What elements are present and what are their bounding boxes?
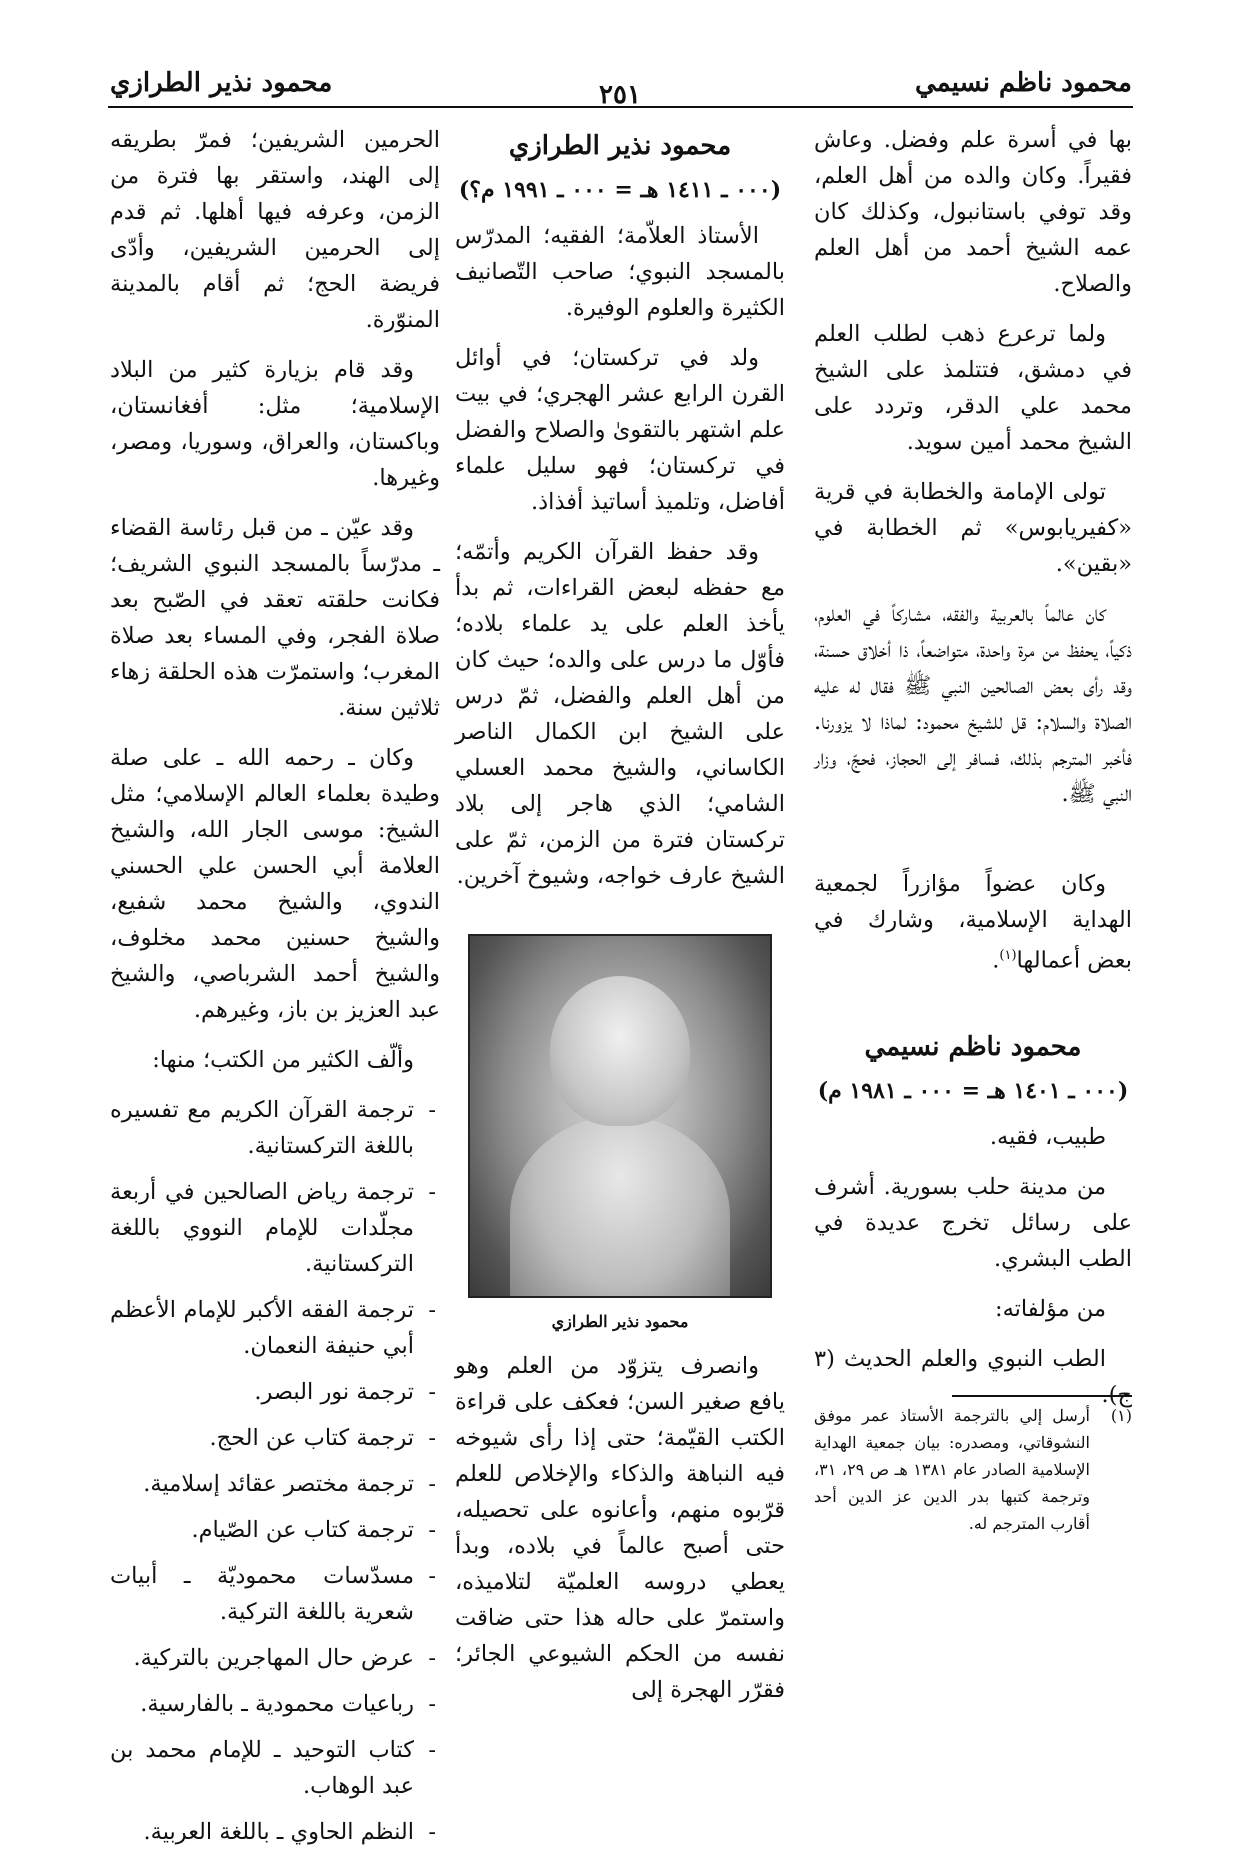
paragraph: وقد حفظ القرآن الكريم وأتمّه؛ مع حفظه لبعض القراءات، ثم بدأ يأخذ العلم على يد علماء بلاده؛ فأوّل ما درس على والده؛ حيث كان من أهل العلم والفضل، ثمّ درس على الشيخ ابن الكمال الناصر الكاساني، والشيخ محمد العسلي الشامي؛ الذي هاجر إلى بلاد تركستان فترة من الزمن، ثمّ على الشيخ عارف خواجه، وشيوخ آخرين.: [455, 539, 785, 889]
paragraph: كان عالماً بالعربية والفقه، مشاركاً في العلوم، ذكياً، يحفظ من مرة واحدة، متواضعاً، ذا أخلاق حسنة، وقد رأى بعض الصالحين النبي ﷺ فقال له عليه الصلاة والسلام: قل للشيخ محمود: لماذا لا يزورنا. فأخبر المترجم بذلك، فسافر إلى الحجاز، فحجّ، وزار النبي ﷺ.: [814, 601, 1132, 807]
list-item: - مسدّسات محموديّة ـ أبيات شعرية باللغة التركية.: [110, 1558, 440, 1630]
paragraph: ولما ترعرع ذهب لطلب العلم في دمشق، فتتلمذ على الشيخ محمد علي الدقر، وتردد على الشيخ محمد أمين سويد.: [814, 321, 1132, 455]
portrait-head-shape: [550, 976, 690, 1126]
paragraph: الطب النبوي والعلم الحديث (٣ ج).: [814, 1345, 1132, 1408]
page-number: ٢٥١: [599, 80, 641, 110]
column-middle: [455, 122, 785, 1722]
list-item: - ترجمة القرآن الكريم مع تفسيره باللغة التركستانية.: [110, 1092, 440, 1164]
books-list: [110, 1092, 440, 1850]
list-item: - ترجمة نور البصر.: [110, 1374, 440, 1410]
spacer: [814, 826, 1132, 866]
paragraph: طبيب، فقيه.: [989, 1123, 1106, 1150]
footnote-number: (١): [1110, 1406, 1132, 1425]
list-item: - ترجمة كتاب عن الصّيام.: [110, 1512, 440, 1548]
header-rule: [108, 106, 1133, 108]
portrait-body-shape: [510, 1116, 730, 1298]
paragraph-text: وكان عضواً مؤازراً لجمعية الهداية الإسلامية، وشارك في بعض أعمالها: [814, 871, 1132, 974]
photo-caption: محمود نذير الطرازي: [551, 1312, 689, 1331]
column-right: [814, 122, 1132, 1427]
spacer: [814, 993, 1132, 1023]
paragraph: الأستاذ العلاّمة؛ الفقيه؛ المدرّس بالمسجد النبوي؛ صاحب التّصانيف الكثيرة والعلوم الوفيرة.: [455, 223, 785, 321]
column-left: [110, 122, 440, 1860]
section-title: محمود نذير الطرازي: [508, 131, 732, 161]
list-item: - عرض حال المهاجرين بالتركية.: [110, 1640, 440, 1676]
section-title: محمود ناظم نسيمي: [864, 1031, 1082, 1062]
list-item: - ترجمة رياض الصالحين في أربعة مجلّدات للإمام النووي باللغة التركستانية.: [110, 1174, 440, 1282]
footnote-ref[interactable]: (١): [999, 948, 1017, 963]
list-item: - ترجمة الفقه الأكبر للإمام الأعظم أبي حنيفة النعمان.: [110, 1292, 440, 1364]
paragraph: وكان عضواً مؤازراً لجمعية الهداية الإسلامية، وشارك في بعض أعمالها$^{(١)}$.: [814, 871, 1132, 974]
paragraph: وكان ـ رحمه الله ـ على صلة وطيدة بعلماء العالم الإسلامي؛ مثل الشيخ: موسى الجار الله، والشيخ العلامة أبي الحسن علي الحسني الندوي، والشيخ محمد شفيع، والشيخ حسنين محمد مخلوف، والشيخ أحمد الشرباصي، والشيخ عبد العزيز بن باز، وغيرهم.: [110, 745, 440, 1023]
paragraph: وألّف الكثير من الكتب؛ منها:: [152, 1047, 414, 1073]
paragraph: من مدينة حلب بسورية. أشرف على رسائل تخرج عديدة في الطب البشري.: [814, 1173, 1132, 1272]
paragraph: من مؤلفاته:: [994, 1295, 1106, 1322]
section-dates: (٠٠٠ ـ ١٤٠١ هـ = ٠٠٠ ـ ١٩٨١ م): [817, 1077, 1129, 1104]
paragraph: بها في أسرة علم وفضل. وعاش فقيراً. وكان والده من أهل العلم، وقد توفي باستانبول، وكذلك كان عمه الشيخ أحمد من أهل العلم والصلاح.: [814, 127, 1132, 297]
footnote-rule: [952, 1395, 1132, 1397]
footnote-text: أرسل إلي بالترجمة الأستاذ عمر موفق النشوقاتي، ومصدره: بيان جمعية الهداية الإسلامية الصادر عام ١٣٨١ هـ ص ٢٩، ٣١، وترجمة كتبها بدر الدين عز الدين أحد أقارب المترجم له.: [814, 1406, 1090, 1533]
running-title-right: محمود ناظم نسيمي: [915, 68, 1132, 98]
paragraph: الحرمين الشريفين؛ فمرّ بطريقه إلى الهند، واستقر بها فترة من الزمن، وعرفه فيها أهلها. ثم قدم إلى الحرمين الشريفين، وأدّى فريضة الحج؛ ثم أقام بالمدينة المنوّرة.: [110, 127, 440, 333]
footnote: [814, 1402, 1132, 1537]
portrait-photo: [468, 934, 772, 1298]
list-item: - ترجمة كتاب عن الحج.: [110, 1420, 440, 1456]
list-item: - ترجمة مختصر عقائد إسلامية.: [110, 1466, 440, 1502]
paragraph: وقد عيّن ـ من قبل رئاسة القضاء ـ مدرّساً بالمسجد النبوي الشريف؛ فكانت حلقته تعقد في الصّبح بعد صلاة الفجر، وفي المساء بعد صلاة المغرب؛ واستمرّت هذه الحلقة زهاء ثلاثين سنة.: [110, 515, 440, 721]
page-header: [0, 0, 1245, 112]
paragraph: وقد قام بزيارة كثير من البلاد الإسلامية؛ مثل: أفغانستان، وباكستان، والعراق، وسوريا، ومصر، وغيرها.: [110, 357, 440, 491]
list-item: - رباعيات محمودية ـ بالفارسية.: [110, 1686, 440, 1722]
paragraph: ولد في تركستان؛ في أوائل القرن الرابع عشر الهجري؛ في بيت علم اشتهر بالتقوىٰ والصلاح والفضل في تركستان؛ فهو سليل علماء أفاضل، وتلميذ أساتيذ أفذاذ.: [455, 345, 785, 515]
paragraph: تولى الإمامة والخطابة في قرية «كفيريابوس» ثم الخطابة في «بقين».: [814, 479, 1132, 577]
running-title-left: محمود نذير الطرازي: [110, 68, 333, 98]
section-dates: (٠٠٠ ـ ١٤١١ هـ = ٠٠٠ ـ ١٩٩١ م؟): [458, 177, 782, 203]
list-item: - كتاب التوحيد ـ للإمام محمد بن عبد الوهاب.: [110, 1732, 440, 1804]
paragraph: وانصرف يتزوّد من العلم وهو يافع صغير السن؛ فعكف على قراءة الكتب القيّمة؛ حتى إذا رأى شيوخه فيه النباهة والذكاء والإخلاص للعلم قرّبوه منهم، وأعانوه على تحصيله، حتى أصبح عالماً في بلاده، وبدأ يعطي دروسه العلميّة لتلاميذه، واستمرّ على حاله هذا حتى ضاقت نفسه من الحكم الشيوعي الجائر؛ فقرّر الهجرة إلى: [455, 1353, 785, 1703]
portrait-figure: [455, 934, 785, 1340]
list-item: - النظم الحاوي ـ باللغة العربية.: [110, 1814, 440, 1850]
